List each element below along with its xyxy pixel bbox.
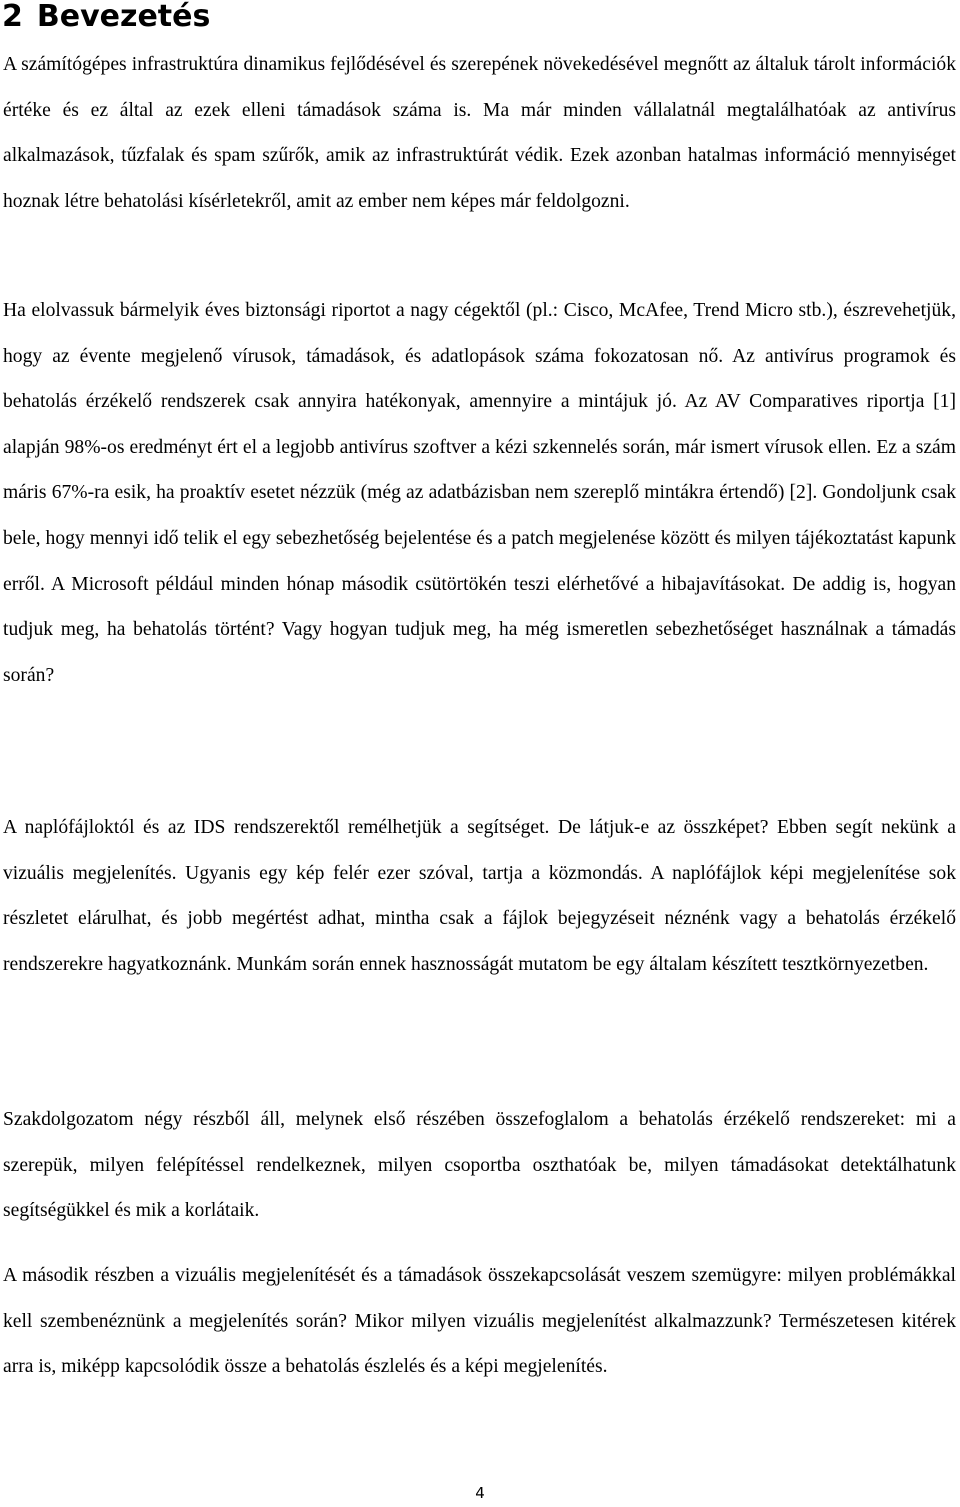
paragraph-2-text: Ha elolvassuk bármelyik éves biztonsági riportot a nagy cégektől (pl.: Cisco, McAfee, Trend Micro stb.), észrevehetjük, hogy az évente megjelenő vírusok, támadások, és adatlopások száma fokozatosan nő. Az antivírus programok és behatolás érzékelő rendszerek csak annyira hatékonyak, amennyire a mintájuk jó. Az AV Comparatives riportja [1] alapján 98%-os eredményt ért el a legjobb antivírus szoftver a kézi szkennelés során, már ismert vírusok ellen. Ez a szám máris 67%-ra esik, ha proaktív esetet nézzük (még az adatbázisban nem szereplő mintákra értendő) [2]. Gondoljunk csak bele, hogy mennyi idő telik el egy sebezhetőség bejelentése és a patch megjelenése között és milyen tájékoztatást kapunk erről. A Microsoft például minden hónap második csütörtökén teszi elérhetővé a hibajavításokat. De addig is, hogyan tudjuk meg, ha behatolás történt? Vagy hogyan tudjuk meg, ha még ismeretlen sebezhetőséget használnak a támadás során? — [3, 300, 956, 686]
paragraph-1 — [3, 42, 956, 224]
paragraph-3 — [3, 805, 956, 987]
paragraph-5-text: A második részben a vizuális megjelenítését és a támadások összekapcsolását veszem szemügyre: milyen problémákkal kell szembenéznünk a megjelenítés során? Mikor milyen vizuális megjelenítést alkalmazzunk? Természetesen kitérek arra is, miképp kapcsolódik össze a behatolás észlelés és a képi megjelenítés. — [3, 1265, 956, 1378]
paragraph-4 — [3, 1097, 956, 1234]
paragraph-2 — [3, 288, 956, 698]
paragraph-5 — [3, 1253, 956, 1390]
paragraph-1-text: A számítógépes infrastruktúra dinamikus fejlődésével és szerepének növekedésével megnőtt az általuk tárolt információk értéke és ez által az ezek elleni támadások száma is. Ma már minden vállalatnál megtalálhatóak az antivírus alkalmazások, tűzfalak és spam szűrők, amik az infrastruktúrát védik. Ezek azonban hatalmas információ mennyiséget hoznak létre behatolási kísérletekről, amit az ember nem képes már feldolgozni. — [3, 54, 956, 212]
section-number: 2 — [2, 0, 23, 34]
section-heading — [2, 0, 210, 37]
section-title: Bevezetés — [36, 0, 211, 34]
paragraph-3-text: A naplófájloktól és az IDS rendszerektől remélhetjük a segítséget. De látjuk-e az összképet? Ebben segít nekünk a vizuális megjelenítés. Ugyanis egy kép felér ezer szóval, tartja a közmondás. A naplófájlok képi megjelenítése sok részletet elárulhat, és jobb megértést adhat, mintha csak a fájlok bejegyzéseit néznénk vagy a behatolás érzékelő rendszerekre hagyatkoznánk. Munkám során ennek hasznosságát mutatom be egy általam készített tesztkörnyezetben. — [3, 817, 956, 975]
page-number: 4 — [475, 1484, 485, 1502]
paragraph-4-text: Szakdolgozatom négy részből áll, melynek első részében összefoglalom a behatolás érzékelő rendszereket: mi a szerepük, milyen felépítéssel rendelkeznek, milyen csoportba oszthatóak be, milyen támadásokat detektálhatunk segítségükkel és mik a korlátaik. — [3, 1109, 956, 1222]
